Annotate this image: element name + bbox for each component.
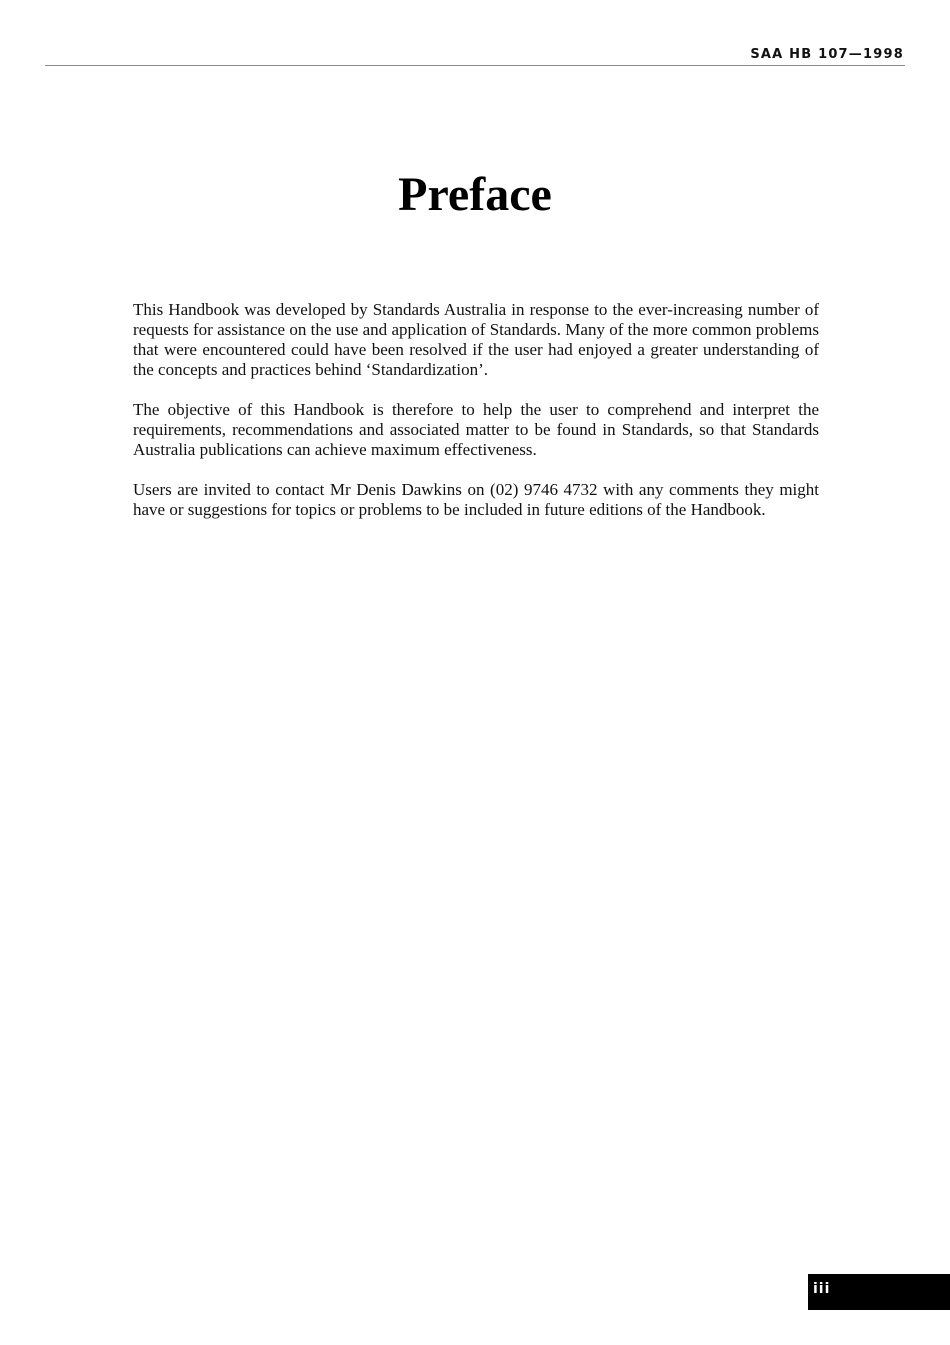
paragraph-contact: Users are invited to contact Mr Denis Dawkins on (02) 9746 4732 with any comments they might have or suggestions for topics or problems to be included in future editions of the Handbook. [133, 480, 819, 519]
document-code: SAA HB 107—1998 [750, 47, 904, 62]
page-number-tab [808, 1274, 950, 1310]
preface-body [133, 300, 819, 540]
paragraph-objective: The objective of this Handbook is therefore to help the user to comprehend and interpret the requirements, recommendations and associated matter to be found in Standards, so that Standards Australia publications can achieve maximum effectiveness. [133, 400, 819, 459]
page-title: Preface [398, 168, 552, 221]
page-number: iii [813, 1281, 831, 1297]
paragraph-purpose: This Handbook was developed by Standards Australia in response to the ever-increasing number of requests for assistance on the use and application of Standards. Many of the more common problems that were encountered could have been resolved if the user had enjoyed a greater understanding of the concepts and practices behind ‘Standardization’. [133, 300, 819, 379]
header-divider [45, 65, 905, 66]
